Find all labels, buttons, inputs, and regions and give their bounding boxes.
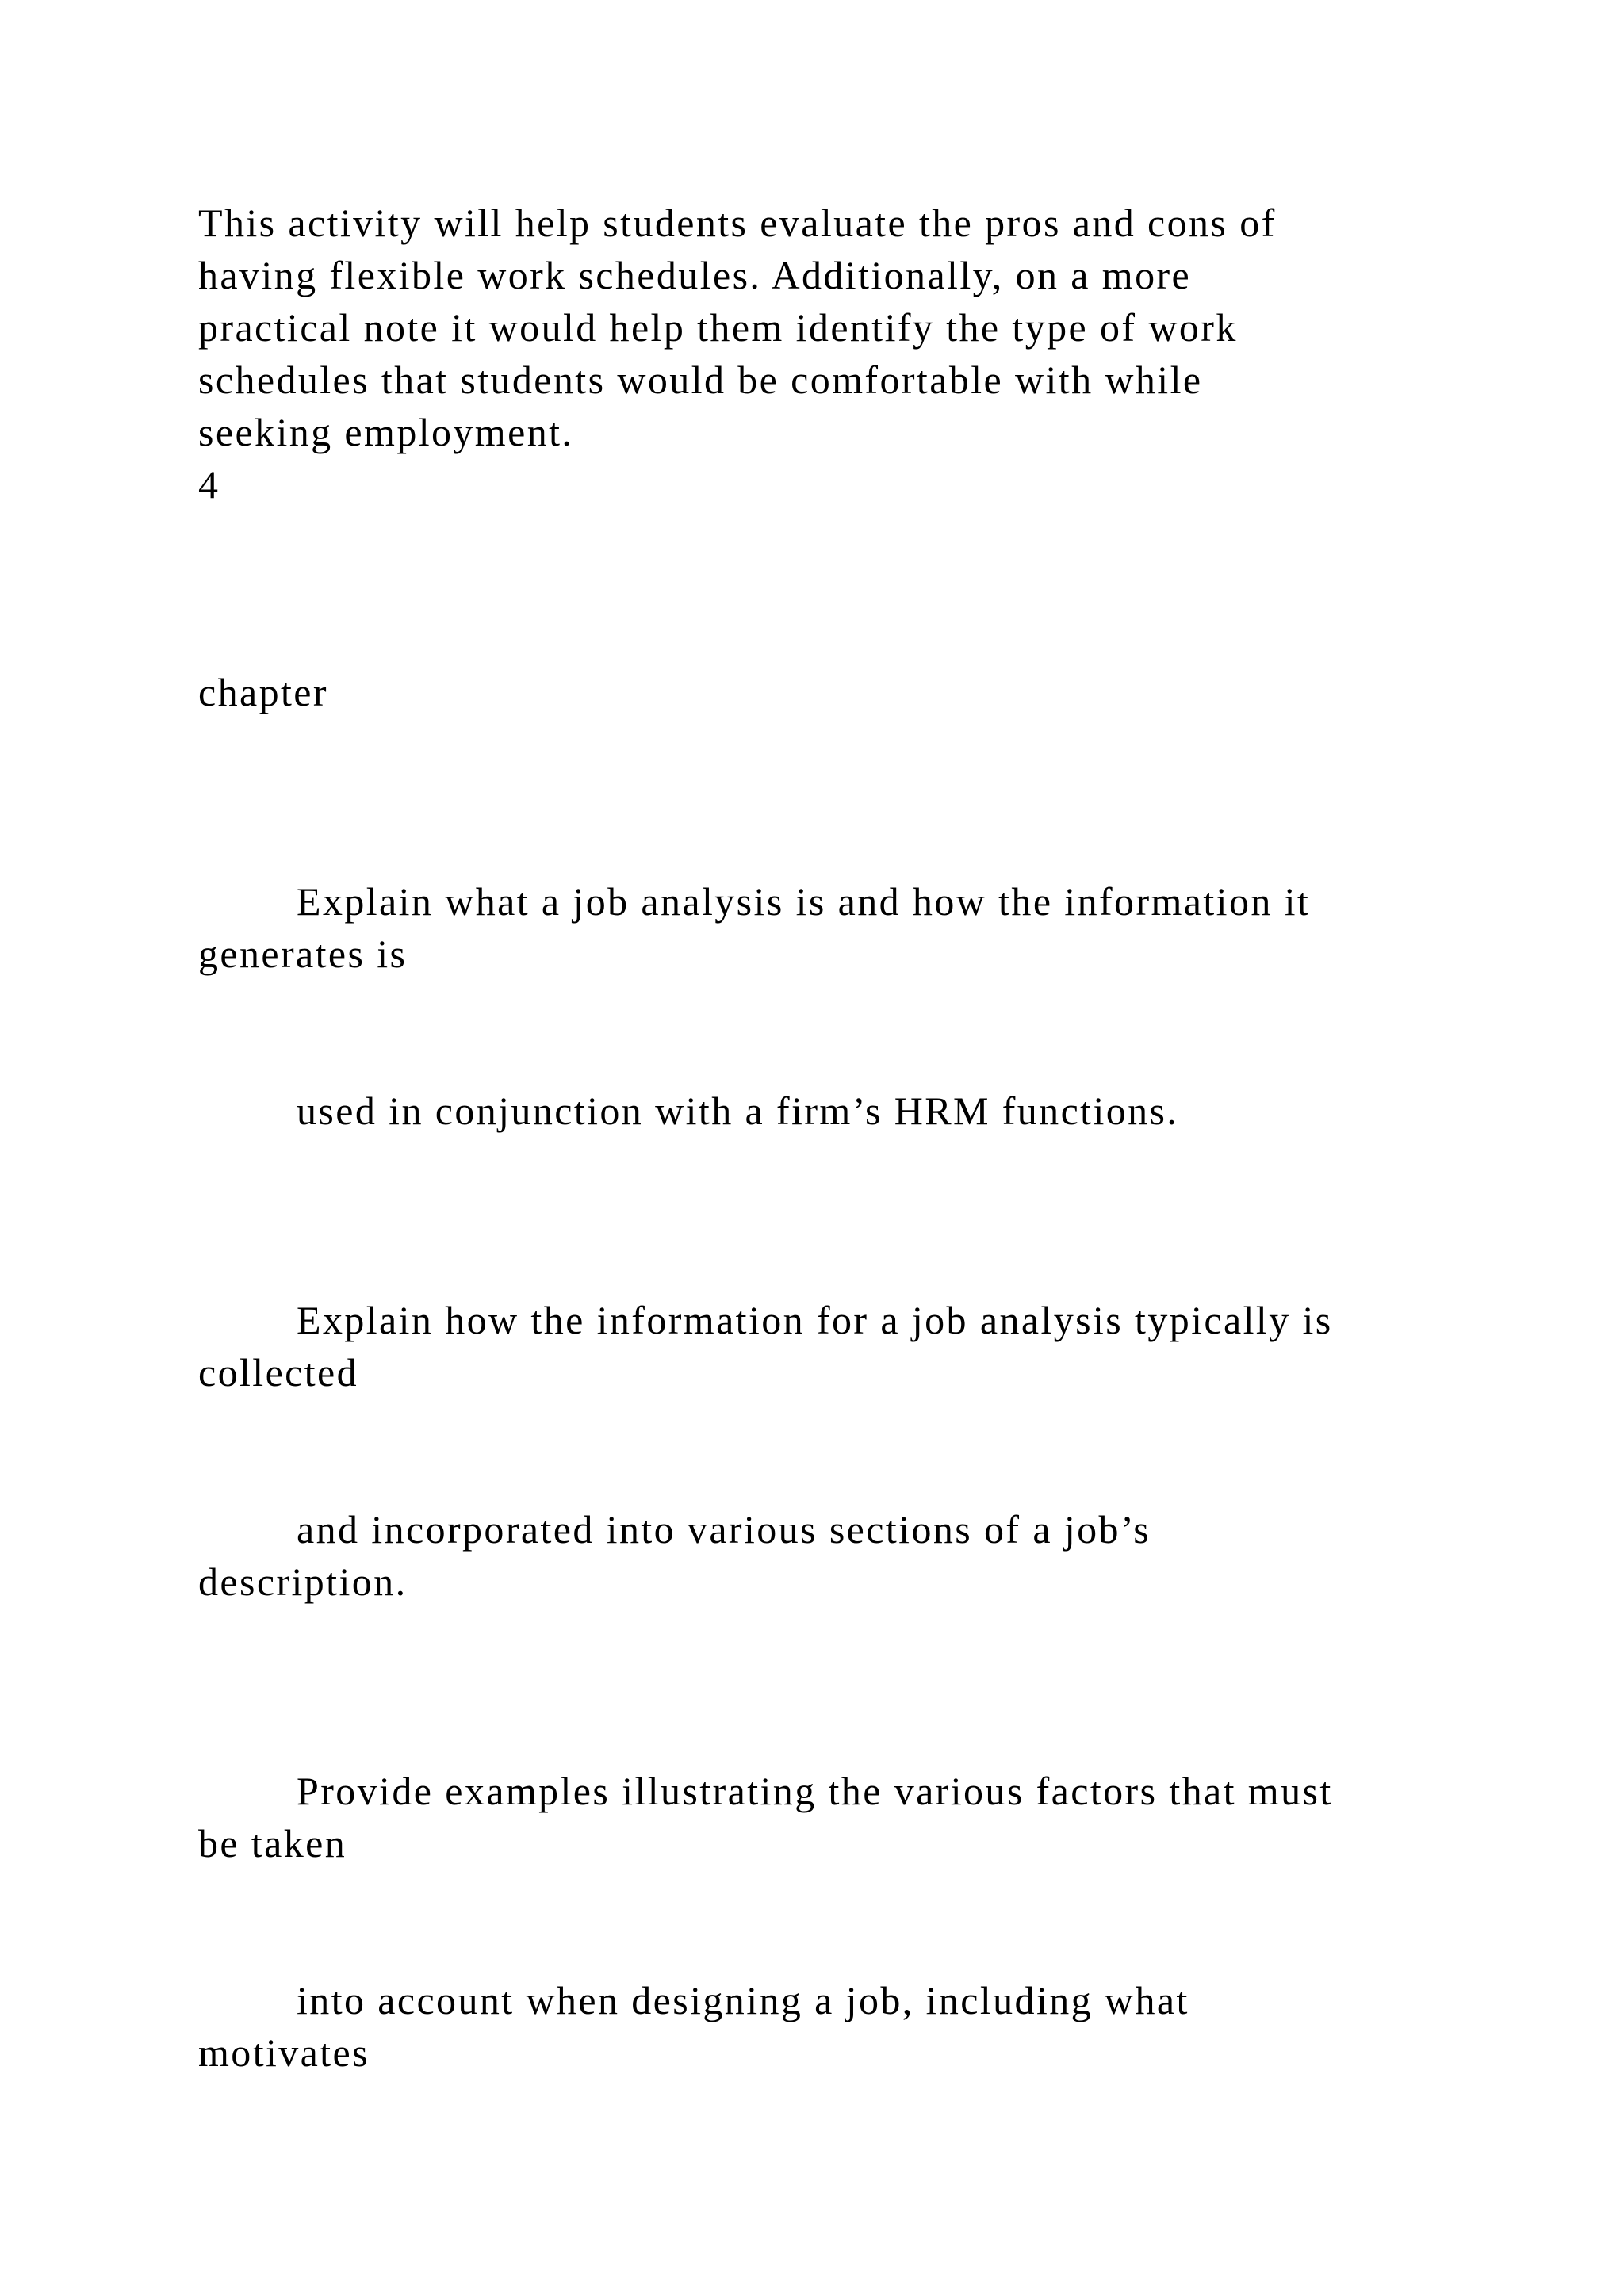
- objective-1-line-1: Explain what a job analysis is and how the information it: [297, 879, 1311, 924]
- intro-line-3: practical note it would help them identify the type of work: [198, 305, 1238, 350]
- intro-line-4: schedules that students would be comfortable with while: [198, 358, 1203, 402]
- objective-3-line-3: into account when designing a job, including what: [297, 1978, 1189, 2022]
- objective-3-line-2: be taken: [198, 1821, 347, 1866]
- objective-2-line-4: description.: [198, 1559, 408, 1604]
- objective-1-line-3: used in conjunction with a firm’s HRM functions.: [297, 1089, 1179, 1133]
- chapter-label: chapter: [198, 670, 328, 714]
- intro-line-1: This activity will help students evaluate the pros and cons of: [198, 201, 1277, 245]
- objective-3-line-4: motivates: [198, 2030, 370, 2075]
- objective-3-line-1: Provide examples illustrating the various factors that must: [297, 1769, 1333, 1813]
- objective-2-line-1: Explain how the information for a job analysis typically is: [297, 1298, 1333, 1342]
- chapter-number: 4: [198, 462, 220, 507]
- objective-1-line-2: generates is: [198, 932, 408, 976]
- intro-line-5: seeking employment.: [198, 410, 574, 454]
- objective-2-line-2: collected: [198, 1350, 359, 1395]
- intro-line-2: having flexible work schedules. Additionally, on a more: [198, 253, 1192, 297]
- objective-2-line-3: and incorporated into various sections of a job’s: [297, 1507, 1151, 1552]
